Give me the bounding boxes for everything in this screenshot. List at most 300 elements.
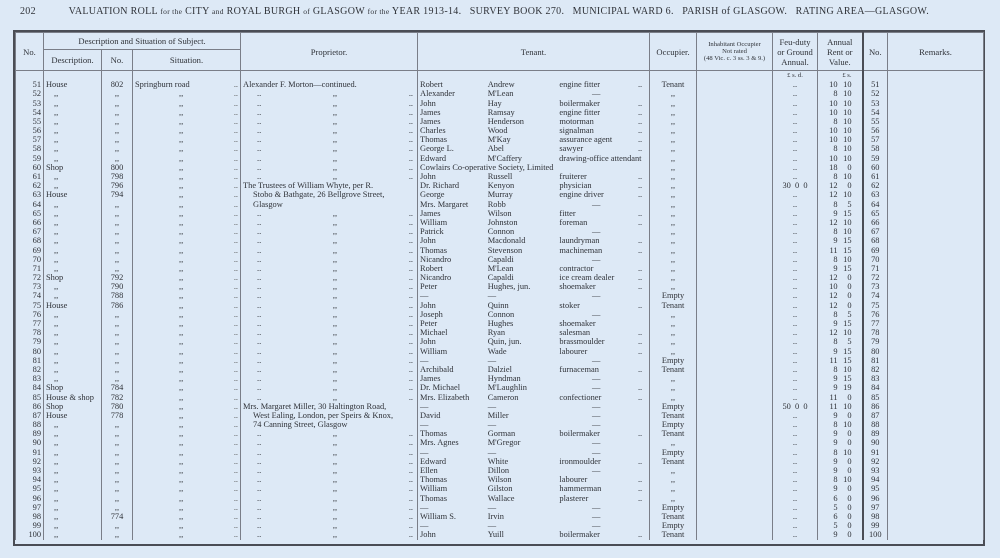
leader-dots: .. xyxy=(408,300,414,310)
remarks xyxy=(888,512,984,521)
leader-dots: .. xyxy=(233,300,239,310)
leader-dots: .. xyxy=(408,291,414,301)
tenant-occupation: — xyxy=(592,438,601,448)
situation xyxy=(133,282,241,291)
situation xyxy=(133,457,241,466)
situation-text: ,, xyxy=(179,254,184,264)
tenant xyxy=(418,411,650,420)
ditto-mark: ,, xyxy=(332,447,338,457)
row-number-right: 51 xyxy=(863,80,888,89)
table-row xyxy=(16,236,984,245)
rent-shillings: 0 xyxy=(847,273,852,283)
occupier: ,, xyxy=(650,374,697,383)
leader-dots: .. xyxy=(257,438,262,448)
leader-dots: .. xyxy=(233,355,239,365)
rent-pounds: 12 xyxy=(829,190,838,200)
situation xyxy=(133,163,241,172)
feu-duty: .. xyxy=(773,484,818,493)
col-no-right: No. xyxy=(863,33,888,71)
rent-pounds: 8 xyxy=(833,227,838,237)
tenant-occupation: — xyxy=(592,383,601,393)
ditto-mark: ,, xyxy=(332,374,338,384)
tenant-surname: Murray xyxy=(487,190,513,200)
leader-dots: .. xyxy=(637,236,643,246)
ditto-mark: ,, xyxy=(332,291,338,301)
occupier: ,, xyxy=(650,328,697,337)
tenant xyxy=(418,328,650,337)
remarks xyxy=(888,273,984,282)
table-row xyxy=(16,291,984,300)
situation-text: ,, xyxy=(179,162,184,172)
leader-dots: .. xyxy=(408,374,414,384)
feu-duty: .. xyxy=(773,163,818,172)
leader-dots: .. xyxy=(233,401,239,411)
description: ,, xyxy=(44,484,102,493)
tenant-surname: Johnston xyxy=(487,217,518,227)
annual-rent xyxy=(818,530,863,539)
street-number: 782 xyxy=(102,393,133,402)
leader-dots: .. xyxy=(408,466,414,476)
rent-pounds: 12 xyxy=(829,291,838,301)
row-number-right: 82 xyxy=(863,365,888,374)
tenant-first-name: Thomas xyxy=(420,475,447,485)
occupier: ,, xyxy=(650,264,697,273)
situation xyxy=(133,200,241,209)
occupier: Tenant xyxy=(650,429,697,438)
ditto-mark: ,, xyxy=(332,364,338,374)
ditto-mark: ,, xyxy=(332,107,338,117)
street-number: ,, xyxy=(102,438,133,447)
situation xyxy=(133,126,241,135)
tenant xyxy=(418,383,650,392)
col-num: No. xyxy=(102,50,133,71)
feu-duty: .. xyxy=(773,448,818,457)
row-number: 90 xyxy=(16,438,44,447)
row-number-right: 68 xyxy=(863,236,888,245)
inhabitant-not-rated xyxy=(697,181,773,190)
street-number: ,, xyxy=(102,484,133,493)
street-number: ,, xyxy=(102,255,133,264)
annual-rent xyxy=(818,209,863,218)
occupier: ,, xyxy=(650,393,697,402)
tenant-occupation: engine driver xyxy=(559,190,604,200)
occupier: ,, xyxy=(650,117,697,126)
leader-dots: .. xyxy=(257,162,262,172)
proprietor xyxy=(241,255,418,264)
description: Shop xyxy=(44,273,102,282)
tenant-surname: M'Kay xyxy=(487,135,511,145)
feu-duty: .. xyxy=(773,530,818,539)
leader-dots: .. xyxy=(233,328,239,338)
situation xyxy=(133,246,241,255)
row-number-right: 93 xyxy=(863,466,888,475)
col-no: No. xyxy=(16,33,44,71)
tenant-occupation: — xyxy=(592,199,601,209)
leader-dots: .. xyxy=(637,456,643,466)
tenant-first-name: Michael xyxy=(420,328,448,338)
feu-duty: 50 0 0 xyxy=(773,402,818,411)
remarks xyxy=(888,466,984,475)
street-number: ,, xyxy=(102,347,133,356)
occupier: ,, xyxy=(650,282,697,291)
tenant-occupation: — xyxy=(592,466,601,476)
row-number-right: 90 xyxy=(863,438,888,447)
leader-dots: .. xyxy=(637,346,643,356)
proprietor xyxy=(241,530,418,539)
row-number: 52 xyxy=(16,89,44,98)
situation xyxy=(133,438,241,447)
remarks xyxy=(888,310,984,319)
occupier: Empty xyxy=(650,356,697,365)
proprietor xyxy=(241,291,418,300)
description: ,, xyxy=(44,420,102,429)
inhabitant-not-rated xyxy=(697,475,773,484)
description: ,, xyxy=(44,347,102,356)
description: ,, xyxy=(44,282,102,291)
street-number: 786 xyxy=(102,301,133,310)
tenant-first-name: — xyxy=(420,291,429,301)
situation xyxy=(133,80,241,89)
tenant-first-name: Joseph xyxy=(420,309,443,319)
leader-dots: .. xyxy=(257,236,262,246)
inhabitant-not-rated xyxy=(697,365,773,374)
feu-duty: .. xyxy=(773,503,818,512)
situation xyxy=(133,209,241,218)
row-number: 54 xyxy=(16,108,44,117)
leader-dots: .. xyxy=(233,374,239,384)
tenant-occupation: — xyxy=(592,254,601,264)
leader-dots: .. xyxy=(233,199,239,209)
leader-dots: .. xyxy=(233,420,239,430)
remarks xyxy=(888,163,984,172)
feu-duty: .. xyxy=(773,365,818,374)
row-number-right: 61 xyxy=(863,172,888,181)
annual-rent xyxy=(818,521,863,530)
feu-duty: .. xyxy=(773,457,818,466)
rent-shillings: 10 xyxy=(843,80,852,90)
leader-dots: .. xyxy=(233,116,239,126)
leader-dots: .. xyxy=(257,484,262,494)
leader-dots xyxy=(633,466,647,475)
street-number: ,, xyxy=(102,337,133,346)
leader-dots: .. xyxy=(233,153,239,163)
leader-dots: .. xyxy=(408,245,414,255)
rent-pounds: 8 xyxy=(833,172,838,182)
rent-pounds: 5 xyxy=(833,502,838,512)
leader-dots: .. xyxy=(257,447,262,457)
street-number: ,, xyxy=(102,521,133,530)
street-number: 788 xyxy=(102,291,133,300)
inhabitant-not-rated xyxy=(697,255,773,264)
feu-duty: .. xyxy=(773,154,818,163)
inhabitant-not-rated xyxy=(697,383,773,392)
leader-dots: .. xyxy=(233,319,239,329)
feu-duty: .. xyxy=(773,393,818,402)
situation xyxy=(133,484,241,493)
ditto-mark: ,, xyxy=(332,484,338,494)
row-number-right: 65 xyxy=(863,209,888,218)
situation-text: ,, xyxy=(179,383,184,393)
remarks xyxy=(888,99,984,108)
tenant-surname: Henderson xyxy=(487,116,524,126)
leader-dots: .. xyxy=(233,172,239,182)
inhabitant-not-rated xyxy=(697,374,773,383)
leader-dots: .. xyxy=(233,484,239,494)
row-number: 55 xyxy=(16,117,44,126)
rent-shillings: 10 xyxy=(843,447,852,457)
rent-pounds: 12 xyxy=(829,300,838,310)
annual-rent xyxy=(818,108,863,117)
row-number-right: 58 xyxy=(863,144,888,153)
proprietor xyxy=(241,383,418,392)
inhabitant-not-rated xyxy=(697,209,773,218)
leader-dots: .. xyxy=(233,346,239,356)
leader-dots: .. xyxy=(257,511,262,521)
tenant-occupation: ice cream dealer xyxy=(559,273,615,283)
occupier: ,, xyxy=(650,209,697,218)
tenant-occupation: hammerman xyxy=(559,484,602,494)
occupier: ,, xyxy=(650,255,697,264)
occupier: ,, xyxy=(650,190,697,199)
tenant-occupation: labourer xyxy=(559,475,588,485)
leader-dots: .. xyxy=(257,144,262,154)
remarks xyxy=(888,402,984,411)
rent-pounds: 12 xyxy=(829,217,838,227)
row-number: 78 xyxy=(16,328,44,337)
tenant-first-name: Alexander xyxy=(420,89,455,99)
annual-rent xyxy=(818,200,863,209)
street-number: ,, xyxy=(102,209,133,218)
table-row xyxy=(16,466,984,475)
description: ,, xyxy=(44,108,102,117)
ditto-mark: ,, xyxy=(332,98,338,108)
leader-dots: .. xyxy=(408,135,414,145)
occupier: ,, xyxy=(650,89,697,98)
tenant xyxy=(418,126,650,135)
row-number-right: 77 xyxy=(863,319,888,328)
col-inhabitant-line: (48 Vic. c. 3 ss. 3 & 9.) xyxy=(703,55,766,62)
description: House xyxy=(44,190,102,199)
tenant-occupation: — xyxy=(592,420,601,430)
annual-rent xyxy=(818,135,863,144)
remarks xyxy=(888,347,984,356)
annual-rent xyxy=(818,80,863,89)
annual-rent xyxy=(818,420,863,429)
tenant-occupation: boilermaker xyxy=(559,98,600,108)
rent-pounds: 12 xyxy=(829,273,838,283)
row-number: 89 xyxy=(16,429,44,438)
tenant xyxy=(418,89,650,98)
rent-pounds: 9 xyxy=(833,236,838,246)
proprietor xyxy=(241,172,418,181)
leader-dots: .. xyxy=(233,383,239,393)
situation xyxy=(133,347,241,356)
table-row xyxy=(16,337,984,346)
leader-dots: .. xyxy=(233,521,239,531)
situation-text: ,, xyxy=(179,511,184,521)
tenant-surname: — xyxy=(487,291,497,301)
row-number-right: 62 xyxy=(863,181,888,190)
occupier: Tenant xyxy=(650,530,697,539)
ditto-mark: ,, xyxy=(332,116,338,126)
row-number: 63 xyxy=(16,190,44,199)
proprietor xyxy=(241,374,418,383)
situation-text: ,, xyxy=(179,438,184,448)
situation xyxy=(133,319,241,328)
situation-text: ,, xyxy=(179,456,184,466)
proprietor xyxy=(241,301,418,310)
row-number-right: 67 xyxy=(863,227,888,236)
rent-shillings: 10 xyxy=(843,254,852,264)
occupier: ,, xyxy=(650,135,697,144)
leader-dots: .. xyxy=(257,309,262,319)
row-number-right: 81 xyxy=(863,356,888,365)
proprietor-text: West Ealing, London, per Speirs & Knox, xyxy=(253,410,394,420)
ditto-mark: ,, xyxy=(332,493,338,503)
leader-dots: .. xyxy=(233,107,239,117)
annual-rent xyxy=(818,411,863,420)
street-number: ,, xyxy=(102,328,133,337)
tenant-occupation: salesman xyxy=(559,328,591,338)
tenant-occupation: labourer xyxy=(559,346,588,356)
situation xyxy=(133,264,241,273)
leader-dots: .. xyxy=(257,300,262,310)
inhabitant-not-rated xyxy=(697,190,773,199)
tenant-first-name: Thomas xyxy=(420,135,447,145)
description: ,, xyxy=(44,521,102,530)
feu-duty: .. xyxy=(773,383,818,392)
situation-text: ,, xyxy=(179,172,184,182)
occupier: Tenant xyxy=(650,80,697,89)
situation xyxy=(133,181,241,190)
rent-pounds: 9 xyxy=(833,429,838,439)
annual-rent xyxy=(818,291,863,300)
feu-duty: .. xyxy=(773,429,818,438)
description: House xyxy=(44,80,102,89)
row-number-right: 85 xyxy=(863,393,888,402)
leader-dots: .. xyxy=(257,337,262,347)
tenant-occupation: plasterer xyxy=(559,493,589,503)
occupier: Tenant xyxy=(650,411,697,420)
tenant-surname: — xyxy=(487,420,497,430)
rent-pounds: 9 xyxy=(833,346,838,356)
rent-shillings: 10 xyxy=(843,126,852,136)
feu-duty: .. xyxy=(773,328,818,337)
page-header xyxy=(20,6,980,17)
remarks xyxy=(888,356,984,365)
col-inhabitant xyxy=(697,33,773,71)
situation xyxy=(133,236,241,245)
row-number-right: 86 xyxy=(863,402,888,411)
tenant-occupation: physician xyxy=(559,181,592,191)
tenant xyxy=(418,457,650,466)
leader-dots: .. xyxy=(408,328,414,338)
tenant-first-name: James xyxy=(420,107,441,117)
row-number-right: 72 xyxy=(863,273,888,282)
situation xyxy=(133,383,241,392)
rent-shillings: 0 xyxy=(847,282,852,292)
row-number: 84 xyxy=(16,383,44,392)
row-number: 88 xyxy=(16,420,44,429)
annual-rent xyxy=(818,264,863,273)
street-number: ,, xyxy=(102,108,133,117)
row-number-right: 59 xyxy=(863,154,888,163)
row-number: 97 xyxy=(16,503,44,512)
title-text: VALUATION ROLL xyxy=(68,6,158,17)
proprietor xyxy=(241,494,418,503)
leader-dots: .. xyxy=(257,89,262,99)
situation xyxy=(133,218,241,227)
tenant-first-name: William S. xyxy=(420,511,456,521)
leader-dots: .. xyxy=(637,493,643,503)
row-number: 94 xyxy=(16,475,44,484)
situation-text: ,, xyxy=(179,135,184,145)
tenant-occupation xyxy=(560,163,634,172)
leader-dots: .. xyxy=(257,521,262,531)
street-number: ,, xyxy=(102,429,133,438)
street-number: ,, xyxy=(102,475,133,484)
inhabitant-not-rated xyxy=(697,273,773,282)
tenant-surname: Quin, jun. xyxy=(487,337,522,347)
occupier: ,, xyxy=(650,273,697,282)
row-number: 57 xyxy=(16,135,44,144)
ditto-mark: ,, xyxy=(332,530,338,540)
leader-dots: .. xyxy=(233,190,239,200)
description: ,, xyxy=(44,126,102,135)
leader-dots: .. xyxy=(408,530,414,540)
proprietor xyxy=(241,117,418,126)
table-row xyxy=(16,282,984,291)
tenant-surname: Abel xyxy=(487,144,504,154)
rent-pounds: 18 xyxy=(829,162,838,172)
tenant-surname: Gorman xyxy=(487,429,516,439)
occupier: ,, xyxy=(650,172,697,181)
tenant-surname: — xyxy=(487,355,497,365)
rent-pounds: 10 xyxy=(829,107,838,117)
annual-rent xyxy=(818,117,863,126)
leader-dots: .. xyxy=(408,208,414,218)
remarks xyxy=(888,494,984,503)
annual-rent xyxy=(818,126,863,135)
inhabitant-not-rated xyxy=(697,126,773,135)
leader-dots xyxy=(633,227,647,236)
tenant-occupation: — xyxy=(592,291,601,301)
remarks xyxy=(888,521,984,530)
rent-pounds: 9 xyxy=(833,438,838,448)
situation xyxy=(133,420,241,429)
leader-dots: .. xyxy=(637,383,643,393)
ditto-mark: ,, xyxy=(332,511,338,521)
row-number-right: 91 xyxy=(863,448,888,457)
proprietor xyxy=(241,209,418,218)
tenant-occupation: shoemaker xyxy=(559,282,596,292)
remarks xyxy=(888,438,984,447)
situation xyxy=(133,227,241,236)
street-number: ,, xyxy=(102,99,133,108)
tenant-surname: Ramsay xyxy=(487,107,515,117)
table-row xyxy=(16,319,984,328)
table-row xyxy=(16,190,984,199)
tenant-surname: Connon xyxy=(487,309,515,319)
leader-dots: .. xyxy=(637,107,643,117)
tenant-occupation: boilermaker xyxy=(559,530,600,540)
remarks xyxy=(888,319,984,328)
leader-dots: .. xyxy=(408,511,414,521)
situation xyxy=(133,172,241,181)
rent-shillings: 10 xyxy=(843,190,852,200)
leader-dots: .. xyxy=(408,263,414,273)
occupier: Empty xyxy=(650,420,697,429)
